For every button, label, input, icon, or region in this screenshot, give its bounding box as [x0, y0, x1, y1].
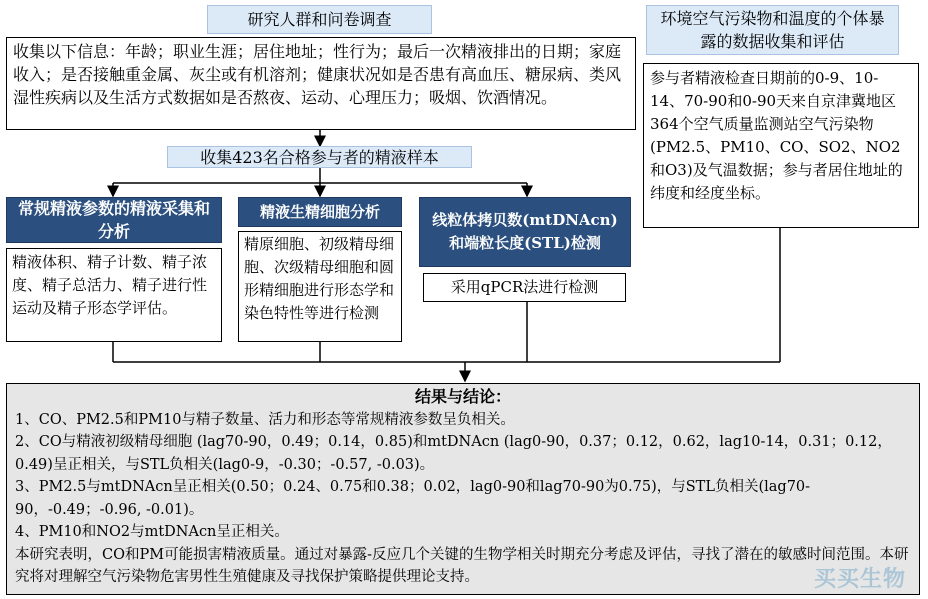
exposure-header-text: 环境空气污染物和温度的个体暴露的数据收集和评估: [660, 9, 885, 51]
sample-label-text: 收集423名合格参与者的精液样本: [200, 147, 439, 167]
branch-mtdna-body-text: 采用qPCR法进行检测: [450, 278, 599, 296]
results-panel: [6, 383, 920, 595]
result-line-3: 3、PM2.5与mtDNAcn呈正相关(0.50；0.24、0.75和0.38；0.02，lag0-90和lag70-90为0.75)，与STL负相关(lag70-90，-0.49；-0.96, -0.01)。: [15, 479, 811, 518]
branch-routine-body-text: 精液体积、精子计数、精子浓度、精子总活力、精子进行性运动及精子形态学评估。: [12, 253, 208, 317]
branch-cells-body-text: 精原细胞、初级精母细胞、次级精母细胞和圆形精细胞进行形态学和染色特性等进行检测: [244, 235, 395, 322]
branch-mtdna-body: [423, 273, 626, 302]
watermark-logo: 买买生物: [813, 567, 906, 592]
survey-header: [207, 5, 432, 34]
branch-mtdna-header: [419, 197, 631, 267]
branch-routine-header-text: 常规精液参数的精液采集和分析: [17, 199, 210, 241]
exposure-header: [646, 5, 899, 55]
branch-routine-body: [6, 248, 222, 342]
result-line-4: 4、PM10和NO2与mtDNAcn呈正相关。: [15, 524, 289, 540]
branch-cells-header-text: 精液生精细胞分析: [259, 202, 380, 221]
survey-header-text: 研究人群和问卷调查: [247, 10, 392, 29]
exposure-body: [643, 63, 919, 228]
branch-mtdna-header-text: 线粒体拷贝数(mtDNAcn)和端粒长度(STL)检测: [432, 211, 618, 252]
result-line-1: 1、CO、PM2.5和PM10与精子数量、活力和形态等常规精液参数呈负相关。: [15, 411, 515, 428]
sample-label: [167, 146, 472, 168]
survey-body-text: 收集以下信息：年龄；职业生涯；居住地址；性行为；最后一次精液排出的日期；家庭收入；是否接触重金属、灰尘或有机溶剂；健康状况如是否患有高血压、糖尿病、类风湿性疾病以及生活方式数据如是否熬夜、运动、心理压力；吸烟、饮酒情况。: [13, 42, 622, 107]
exposure-body-text: 参与者精液检查日期前的0-9、10-14、70-90和0-90天来自京津冀地区364个空气质量监测站空气污染物(PM2.5、PM10、CO、SO2、NO2和O3)及气温数据；参与者居住地址的纬度和经度坐标。: [650, 69, 903, 202]
result-conclusion: 本研究表明，CO和PM可能损害精液质量。通过对暴露-反应几个关键的生物学相关时期充分考虑及评估，寻找了潜在的敏感时间范围。本研究将对理解空气污染物危害男性生殖健康及寻找保护策略提供理论支持。: [15, 546, 909, 585]
survey-body: [6, 37, 636, 130]
results-title: 结果与结论：: [414, 387, 511, 406]
branch-routine-header: [6, 197, 222, 243]
branch-cells-body: [238, 231, 402, 342]
result-line-2: 2、CO与精液初级精母细胞 (lag70-90，0.49；0.14，0.85)和mtDNAcn (lag0-90，0.37；0.12，0.62，lag10-14，0.31；0.12，0.49)呈正相关，与STL负相关(lag0-9，-0.30；-0.57, -0.03)。: [15, 434, 892, 473]
branch-cells-header: [238, 197, 402, 227]
